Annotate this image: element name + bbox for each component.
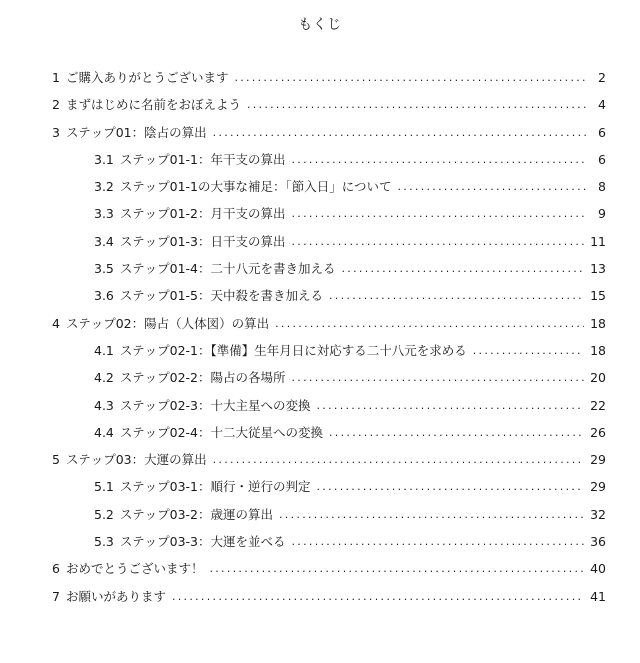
toc-dot-leader (247, 96, 586, 111)
toc-entry-number: 4.3 (94, 397, 114, 413)
toc-entry-label: ステップ01-1の大事な補足：「節入日」について (119, 179, 392, 195)
toc-entry-label: ステップ03-2：歳運の算出 (119, 506, 274, 522)
toc-entry[interactable] (52, 341, 606, 368)
toc-entry[interactable] (52, 450, 606, 477)
toc-dot-leader (292, 533, 585, 548)
toc-entry-page-number: 9 (598, 206, 606, 222)
toc-entry-label: おめでとうございます！ (65, 561, 204, 577)
toc-entry[interactable] (52, 68, 606, 95)
toc-entry-page-number: 32 (590, 506, 606, 522)
toc-entry-number: 4.4 (94, 424, 114, 440)
toc-dot-leader (292, 205, 586, 220)
toc-entry-label: ステップ02-3：十大主星への変換 (119, 397, 311, 413)
toc-entry-page-number: 26 (590, 424, 606, 440)
toc-entry-number: 7 (52, 588, 60, 604)
toc-entry-number: 5.2 (94, 506, 114, 522)
toc-dot-leader (213, 124, 586, 139)
toc-entry-number: 4.2 (94, 370, 114, 386)
toc-entry-page-number: 20 (590, 370, 606, 386)
toc-entry-label: お願いがあります (65, 588, 166, 604)
toc-dot-leader (234, 69, 586, 84)
toc-entry[interactable] (52, 477, 606, 504)
toc-entry-number: 5 (52, 452, 60, 468)
toc-entry-page-number: 11 (590, 233, 606, 249)
toc-entry-number: 2 (52, 97, 60, 113)
toc-entry-label: ステップ02-2：陽占の各場所 (119, 370, 286, 386)
toc-entry[interactable] (52, 204, 606, 231)
toc-entry[interactable] (52, 559, 606, 586)
toc-entry-page-number: 6 (598, 151, 606, 167)
toc-entry[interactable] (52, 123, 606, 150)
toc-entry-page-number: 40 (590, 561, 606, 577)
toc-entry-page-number: 15 (590, 288, 606, 304)
toc-entry-label: ステップ03：大運の算出 (65, 452, 207, 468)
toc-entry-number: 1 (52, 70, 60, 85)
toc-entry[interactable] (52, 232, 606, 259)
toc-entry[interactable] (52, 259, 606, 286)
toc-dot-leader (329, 424, 584, 439)
toc-entry-number: 3.6 (94, 288, 114, 304)
toc-dot-leader (317, 478, 585, 493)
toc-title: もくじ (298, 17, 342, 33)
toc-entry[interactable] (52, 532, 606, 559)
toc-dot-leader (209, 560, 584, 575)
toc-entry-label: ステップ01-5：天中殺を書き加える (119, 288, 324, 304)
toc-entry-label: ステップ02-4：十二大従星への変換 (119, 424, 324, 440)
toc-entry[interactable] (52, 587, 606, 614)
toc-entry-label: ステップ01-2：月干支の算出 (119, 206, 286, 222)
toc-entry-number: 4.1 (94, 342, 114, 358)
toc-entry[interactable] (52, 423, 606, 450)
toc-entry-number: 3.4 (94, 233, 114, 249)
toc-entry[interactable] (52, 286, 606, 313)
toc-entry-page-number: 6 (598, 124, 606, 140)
toc-entry[interactable] (52, 150, 606, 177)
toc-entry-number: 3.1 (94, 151, 114, 167)
toc-dot-leader (473, 342, 584, 357)
toc-dot-leader (172, 588, 584, 603)
toc-entry[interactable] (52, 177, 606, 204)
toc-entry-page-number: 18 (590, 315, 606, 331)
toc-entry-number: 5.3 (94, 534, 114, 550)
toc-entry-label: ご購入ありがとうございます (65, 70, 229, 85)
toc-entry-page-number: 4 (598, 97, 606, 113)
toc-entry[interactable] (52, 95, 606, 122)
toc-dot-leader (342, 260, 585, 275)
toc-entry-page-number: 29 (590, 479, 606, 495)
toc-entry-page-number: 22 (590, 397, 606, 413)
toc-entry-label: まずはじめに名前をおぼえよう (65, 97, 241, 113)
toc-dot-leader (329, 287, 584, 302)
toc-entry[interactable] (52, 505, 606, 532)
toc-entry-page-number: 36 (590, 534, 606, 550)
toc-entry-page-number: 29 (590, 452, 606, 468)
toc-entry-label: ステップ01：陰占の算出 (65, 124, 207, 140)
toc-dot-leader (292, 151, 586, 166)
toc-dot-leader (275, 315, 584, 330)
toc-entry-label: ステップ01-1：年干支の算出 (119, 151, 286, 167)
toc-entry[interactable] (52, 396, 606, 423)
toc-entry-number: 4 (52, 315, 60, 331)
toc-entry-number: 6 (52, 561, 60, 577)
toc-entry-number: 3.5 (94, 261, 114, 277)
toc-dot-leader (292, 233, 585, 248)
toc-entry-page-number: 18 (590, 342, 606, 358)
toc-entry-label: ステップ01-4：二十八元を書き加える (119, 261, 336, 277)
toc-dot-leader (292, 369, 585, 384)
toc-entry[interactable] (52, 314, 606, 341)
toc-entry-number: 3 (52, 124, 60, 140)
toc-entry-page-number: 41 (590, 588, 606, 604)
toc-entry-label: ステップ02：陽占（人体図）の算出 (65, 315, 270, 331)
toc-entry-label: ステップ03-1：順行・逆行の判定 (119, 479, 311, 495)
toc-entry-page-number: 13 (590, 261, 606, 277)
toc-dot-leader (317, 397, 585, 412)
toc-dot-leader (279, 506, 584, 521)
toc-entry-label: ステップ02-1：【準備】生年月日に対応する二十八元を求める (119, 342, 467, 358)
toc-dot-leader (213, 451, 584, 466)
toc-entry-number: 3.2 (94, 179, 114, 195)
toc-list (52, 68, 606, 614)
toc-entry-label: ステップ03-3：大運を並べる (119, 534, 286, 550)
toc-entry-number: 3.3 (94, 206, 114, 222)
toc-dot-leader (398, 178, 586, 193)
toc-entry-number: 5.1 (94, 479, 114, 495)
toc-entry-label: ステップ01-3：日干支の算出 (119, 233, 286, 249)
toc-entry-page-number: 2 (598, 70, 606, 85)
toc-entry[interactable] (52, 368, 606, 395)
toc-entry-page-number: 8 (598, 179, 606, 195)
